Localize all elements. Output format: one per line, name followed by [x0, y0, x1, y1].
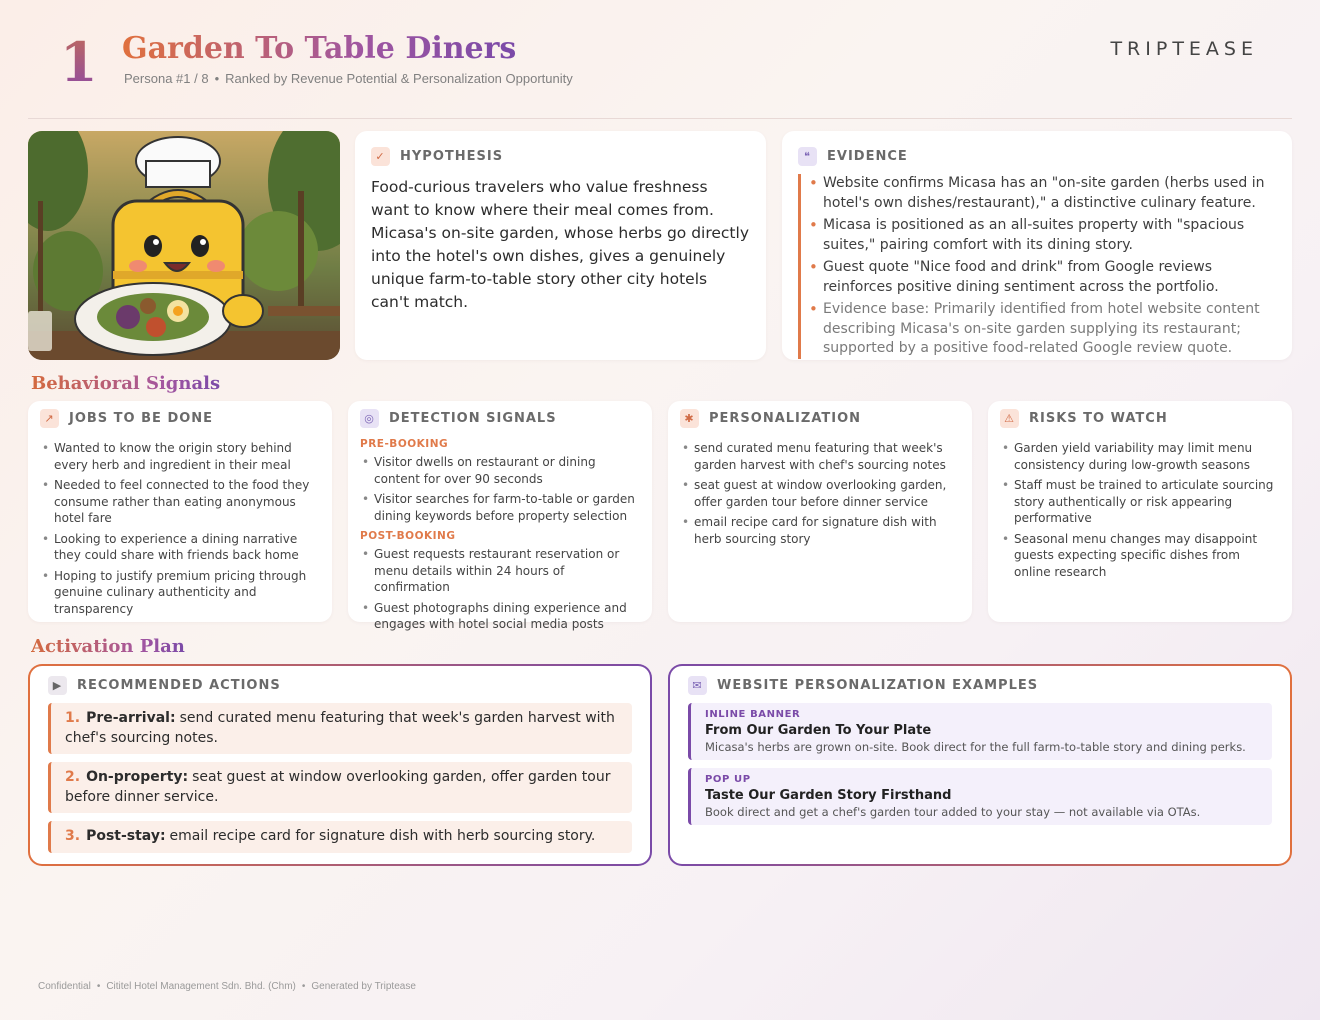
personalization-examples-card	[668, 664, 1292, 866]
pre-booking-label: PRE-BOOKING	[360, 438, 449, 450]
persona-illustration	[28, 131, 340, 360]
list-item: • Hoping to justify premium pricing through genuine culinary authenticity and transparency	[54, 568, 320, 618]
sparkle-icon: ✱	[680, 409, 699, 428]
evidence-card	[782, 131, 1292, 360]
warning-icon: ⚠	[1000, 409, 1019, 428]
recommended-actions-card	[28, 664, 652, 866]
hypothesis-text: Food-curious travelers who value freshness want to know where their meal comes from. Micasa's on-site garden, whose herbs go directly into the hotel's own dishes, gives a genuinely unique farm-to-table story other city hotels can't match.	[371, 178, 749, 311]
page-subtitle: Persona #1 / 8 • Ranked by Revenue Potential & Personalization Opportunity	[124, 71, 573, 86]
post-booking-list	[360, 546, 640, 633]
list-item: • Guest photographs dining experience and engages with hotel social media posts	[374, 600, 640, 633]
list-item: • Visitor dwells on restaurant or dining content for over 90 seconds	[374, 454, 640, 487]
ranking-note: Ranked by Revenue Potential & Personalization Opportunity	[225, 71, 573, 86]
example-headline: From Our Garden To Your Plate	[705, 723, 932, 738]
example-body: Book direct and get a chef's garden tour added to your stay — not available via OTAs.	[705, 805, 1201, 819]
activation-plan-title: Activation Plan	[31, 636, 185, 657]
list-item: • Wanted to know the origin story behind every herb and ingredient in their meal	[54, 440, 320, 473]
quote-icon: ❝	[798, 147, 817, 166]
arrow-up-right-icon: ↗	[40, 409, 59, 428]
action-step: 2. On-property: seat guest at window overlooking garden, offer garden tour before dinner service.	[48, 762, 632, 813]
detection-card	[348, 401, 652, 631]
action-step: 1. Pre-arrival: send curated menu featuring that week's garden harvest with chef's sourcing notes.	[48, 703, 632, 754]
list-item: • Website confirms Micasa has an "on-site garden (herbs used in hotel's own dishes/restaurant)," a distinctive culinary feature.	[823, 174, 1276, 213]
target-icon: ◎	[360, 409, 379, 428]
detection-label: ◎ DETECTION SIGNALS	[360, 409, 640, 428]
personalization-label: ✱ PERSONALIZATION	[680, 409, 960, 428]
list-item: • Micasa is positioned as an all-suites property with "spacious suites," pairing comfort with its dining story.	[823, 216, 1276, 255]
jobs-card	[28, 401, 332, 622]
list-item: • Needed to feel connected to the food they consume rather than eating anonymous hotel fare	[54, 477, 320, 527]
header-divider	[28, 118, 1292, 119]
list-item: • Garden yield variability may limit menu consistency during low-growth seasons	[1014, 440, 1280, 473]
check-icon: ✓	[371, 147, 390, 166]
page-header	[0, 0, 1320, 120]
evidence-label: ❝ EVIDENCE	[798, 147, 1276, 166]
risks-label: ⚠ RISKS TO WATCH	[1000, 409, 1280, 428]
behavioral-signals-title: Behavioral Signals	[31, 373, 221, 394]
play-icon: ▶	[48, 676, 67, 695]
example-type: POP UP	[705, 774, 751, 785]
action-step: 3. Post-stay: email recipe card for signature dish with herb sourcing story.	[48, 821, 632, 853]
jobs-label: ↗ JOBS TO BE DONE	[40, 409, 320, 428]
evidence-list	[798, 174, 1276, 359]
list-item: • Evidence base: Primarily identified from hotel website content describing Micasa's on-site garden supplying its restaurant; supported by a positive food-related Google review quote.	[823, 300, 1276, 359]
list-item: • Looking to experience a dining narrative they could share with friends back home	[54, 531, 320, 564]
jobs-list	[40, 440, 320, 617]
example-body: Micasa's herbs are grown on-site. Book direct for the full farm-to-table story and dining perks.	[705, 740, 1246, 754]
list-item: • Guest requests restaurant reservation or menu details within 24 hours of confirmation	[374, 546, 640, 596]
list-item: • seat guest at window overlooking garden, offer garden tour before dinner service	[694, 477, 960, 510]
hypothesis-card	[355, 131, 766, 360]
list-item: • email recipe card for signature dish with herb sourcing story	[694, 514, 960, 547]
page-title: Garden To Table Diners	[122, 31, 517, 66]
example-item	[688, 768, 1272, 825]
brand-logo: TRIPTEASE	[1110, 38, 1258, 60]
list-item: • Guest quote "Nice food and drink" from Google reviews reinforces positive dining sentiment across the portfolio.	[823, 258, 1276, 297]
risks-list	[1000, 440, 1280, 580]
list-item: • Visitor searches for farm-to-table or garden dining keywords before property selection	[374, 491, 640, 524]
post-booking-label: POST-BOOKING	[360, 530, 456, 542]
personalization-examples-label: ✉ WEBSITE PERSONALIZATION EXAMPLES	[688, 676, 1272, 695]
example-headline: Taste Our Garden Story Firsthand	[705, 788, 952, 803]
list-item: • Staff must be trained to articulate sourcing story authentically or risk appearing performative	[1014, 477, 1280, 527]
example-type: INLINE BANNER	[705, 709, 801, 720]
example-item	[688, 703, 1272, 760]
mail-icon: ✉	[688, 676, 707, 695]
pre-booking-list	[360, 454, 640, 524]
persona-rank: Persona #1 / 8	[124, 71, 209, 86]
risks-card	[988, 401, 1292, 622]
list-item: • send curated menu featuring that week's garden harvest with chef's sourcing notes	[694, 440, 960, 473]
persona-number: 1	[60, 30, 98, 94]
hypothesis-label: ✓ HYPOTHESIS	[371, 147, 750, 166]
page-footer: Confidential • Cititel Hotel Management Sdn. Bhd. (Chm) • Generated by Triptease	[38, 981, 416, 992]
list-item: • Seasonal menu changes may disappoint guests expecting specific dishes from online research	[1014, 531, 1280, 581]
recommended-actions-label: ▶ RECOMMENDED ACTIONS	[48, 676, 632, 695]
personalization-list	[680, 440, 960, 547]
personalization-card	[668, 401, 972, 622]
